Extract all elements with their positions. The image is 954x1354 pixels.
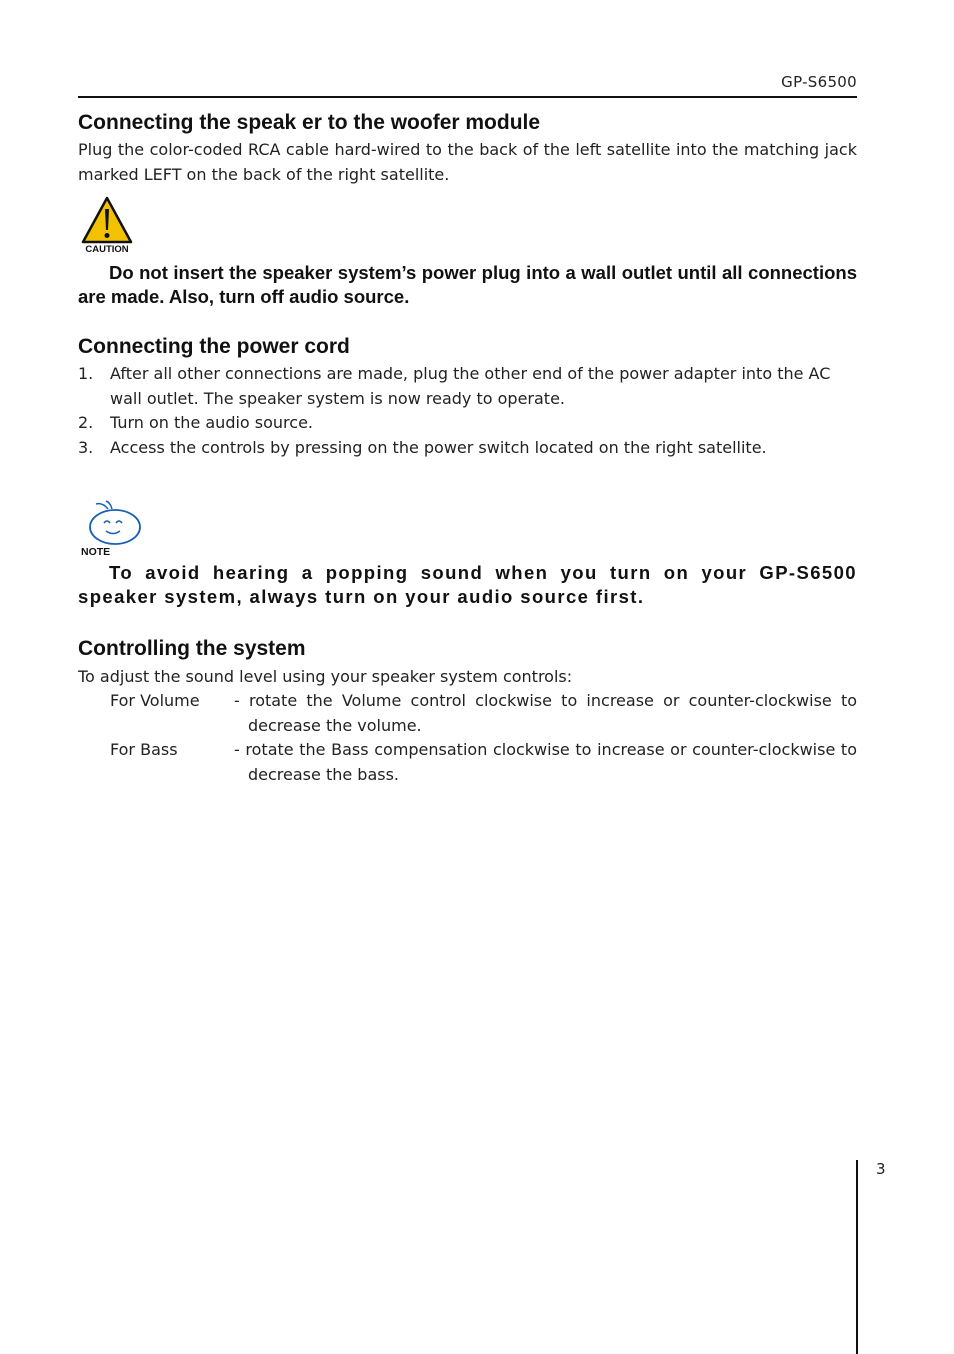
note-text: To avoid hearing a popping sound when you turn on your GP-S6500 speaker system, always turn on your audio source first.: [78, 562, 857, 607]
section-title-controlling: Controlling the system: [78, 637, 306, 660]
control-label: For Volume: [110, 691, 200, 710]
list-item: [78, 436, 857, 461]
section-title-woofer: Connecting the speak er to the woofer module: [78, 111, 541, 134]
note-smiley-icon: [78, 500, 146, 558]
list-item: [78, 362, 857, 411]
caution-icon-label: CAUTION: [85, 244, 129, 254]
note-icon-label: NOTE: [81, 546, 111, 558]
list-item-number: 1.: [78, 364, 94, 383]
control-description: - rotate the Volume control clockwise to increase or counter-clockwise to decrease the volume.: [234, 691, 857, 735]
list-item-number: 3.: [78, 437, 94, 457]
controls-list: [110, 689, 857, 787]
list-item-number: 2.: [78, 413, 94, 432]
section-body-woofer: Plug the color-coded RCA cable hard-wired to the back of the left satellite into the matching jack marked LEFT on the back of the right satellite.: [78, 140, 857, 184]
list-item-text: Access the controls by pressing on the power switch located on the right satellite.: [110, 437, 767, 457]
control-row-bass: [110, 738, 857, 787]
section-title-power-cord: Connecting the power cord: [78, 335, 350, 358]
controlling-intro: To adjust the sound level using your speaker system controls:: [78, 667, 573, 686]
caution-text: Do not insert the speaker system’s power plug into a wall outlet until all connections are made. Also, turn off audio source.: [78, 262, 857, 307]
header-divider: [78, 96, 857, 98]
document-model-header: GP-S6500: [781, 73, 857, 91]
list-item-text: After all other connections are made, plug the other end of the power adapter into the AC wall outlet. The speaker system is now ready to operate.: [110, 364, 831, 408]
control-description: - rotate the Bass compensation clockwise to increase or counter-clockwise to decrease the bass.: [234, 740, 857, 784]
list-item-text: Turn on the audio source.: [110, 413, 314, 432]
control-row-volume: [110, 689, 857, 738]
page-edge-rule: [856, 1160, 858, 1354]
caution-warning-icon: [80, 196, 136, 254]
list-item: [78, 411, 857, 436]
page-number: 3: [876, 1160, 886, 1178]
control-label: For Bass: [110, 740, 178, 759]
power-cord-steps: [78, 362, 857, 460]
